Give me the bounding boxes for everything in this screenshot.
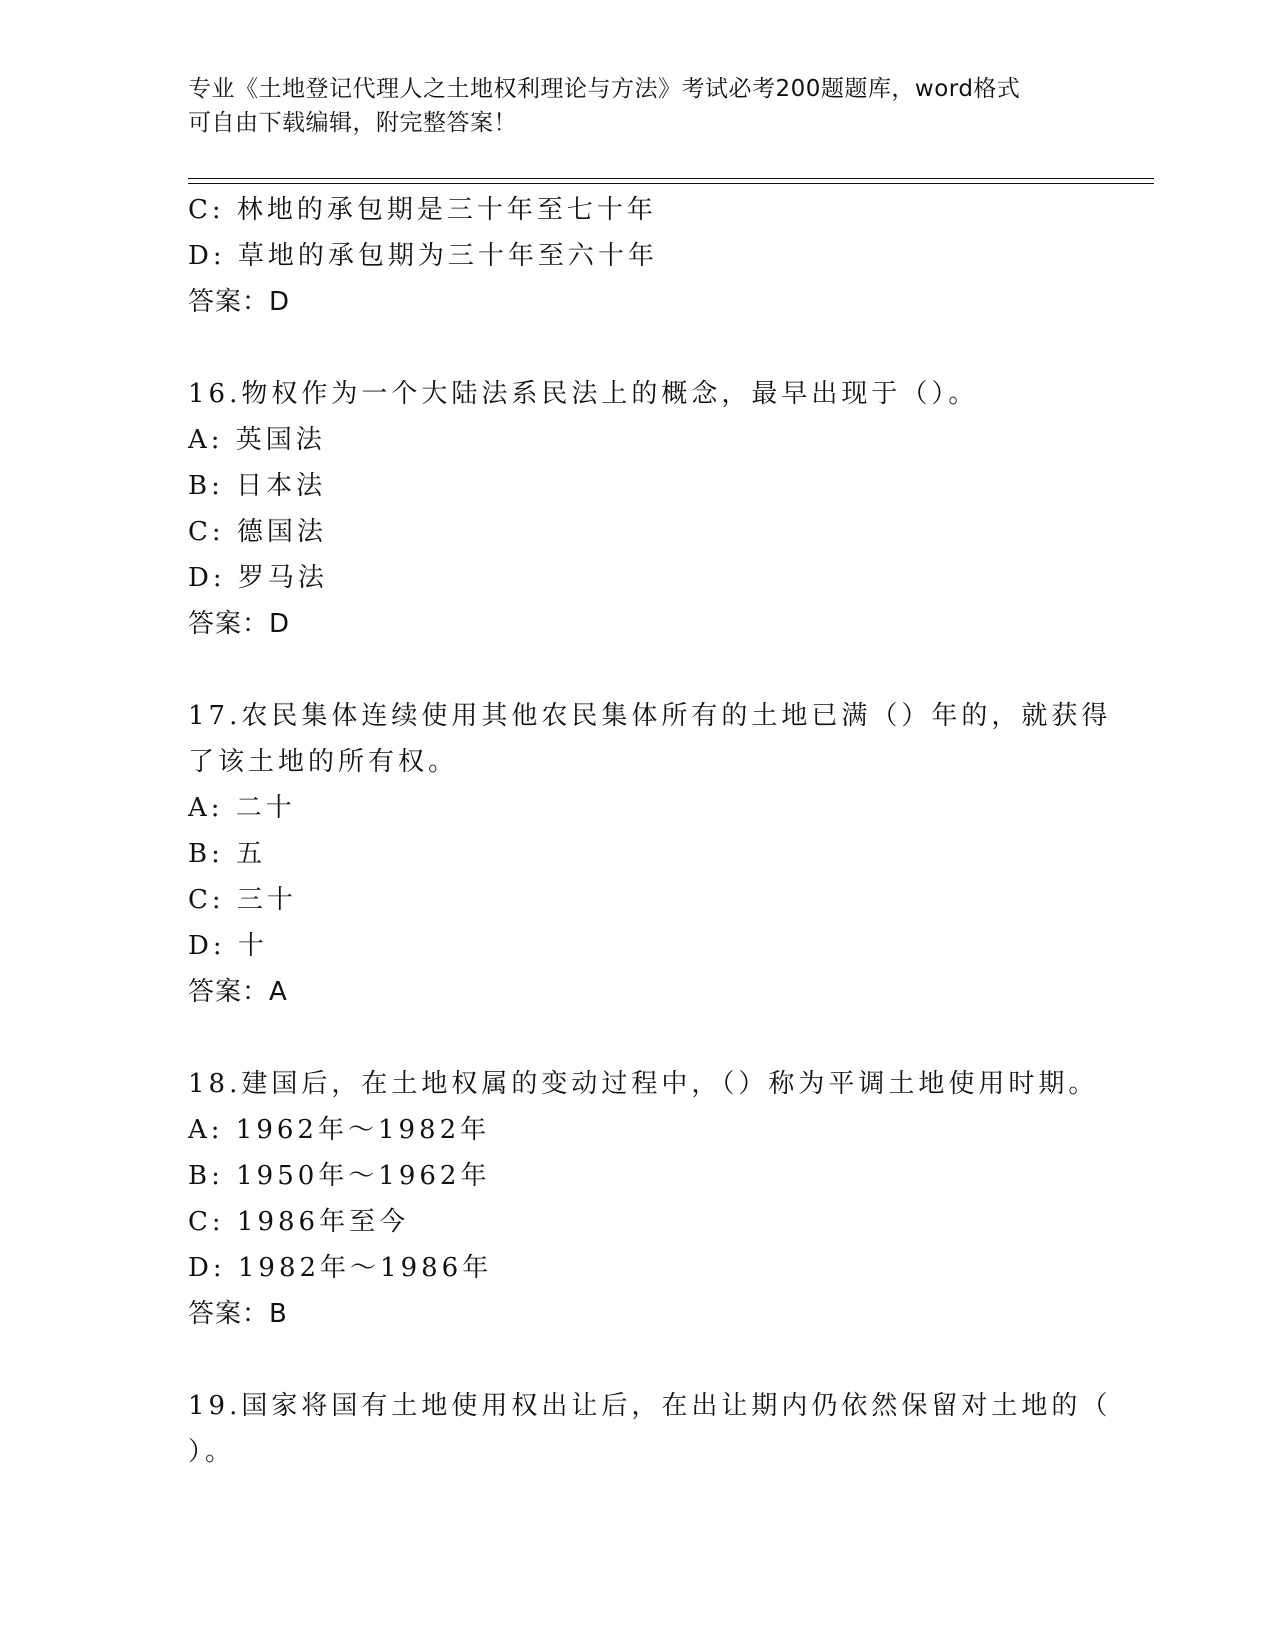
question-16-option-c: C: 德国法 xyxy=(188,517,327,547)
question-list xyxy=(188,187,1112,1475)
question-19-stem-line-1: 19.国家将国有土地使用权出让后，在出让期内仍依然保留对土地的（ xyxy=(188,1391,1112,1421)
header-divider-top xyxy=(188,178,1154,179)
question-16-option-b: B: 日本法 xyxy=(188,471,327,501)
prev-option-c: C: 林地的承包期是三十年至七十年 xyxy=(188,195,657,225)
spacer xyxy=(188,1015,1088,1061)
question-17-stem-line-1: 17.农民集体连续使用其他农民集体所有的土地已满（）年的，就获得 xyxy=(188,701,1112,731)
question-17-option-a: A: 二十 xyxy=(188,793,296,823)
question-18-option-d: D: 1982年～1986年 xyxy=(188,1253,493,1283)
question-17-stem-line-2: 了该土地的所有权。 xyxy=(188,747,459,777)
question-16-answer: 答案：D xyxy=(188,609,291,639)
question-17-option-b: B: 五 xyxy=(188,839,267,869)
question-18-option-c: C: 1986年至今 xyxy=(188,1207,410,1237)
question-18-option-a: A: 1962年～1982年 xyxy=(188,1115,491,1145)
header-line-2: 可自由下载编辑，附完整答案！ xyxy=(188,110,517,136)
question-18-stem: 18.建国后，在土地权属的变动过程中，（）称为平调土地使用时期。 xyxy=(188,1069,1099,1099)
prev-option-d: D: 草地的承包期为三十年至六十年 xyxy=(188,241,658,271)
spacer xyxy=(188,325,1088,371)
question-18-answer: 答案：B xyxy=(188,1299,288,1329)
question-19-stem-line-2: ）。 xyxy=(188,1437,236,1467)
header-line-1: 专业《土地登记代理人之土地权利理论与方法》考试必考200题题库，word格式 xyxy=(188,76,1021,102)
question-16-stem: 16.物权作为一个大陆法系民法上的概念，最早出现于（）。 xyxy=(188,379,979,409)
question-17-option-c: C: 三十 xyxy=(188,885,297,915)
question-17-option-d: D: 十 xyxy=(188,931,268,961)
prev-answer: 答案：D xyxy=(188,287,291,317)
spacer xyxy=(188,647,1088,693)
document-header xyxy=(188,72,1088,140)
header-divider-bottom xyxy=(188,183,1154,184)
question-18-option-b: B: 1950年～1962年 xyxy=(188,1161,491,1191)
question-16-option-a: A: 英国法 xyxy=(188,425,326,455)
question-16-option-d: D: 罗马法 xyxy=(188,563,328,593)
question-17-answer: 答案：A xyxy=(188,977,288,1007)
spacer xyxy=(188,1337,1088,1383)
